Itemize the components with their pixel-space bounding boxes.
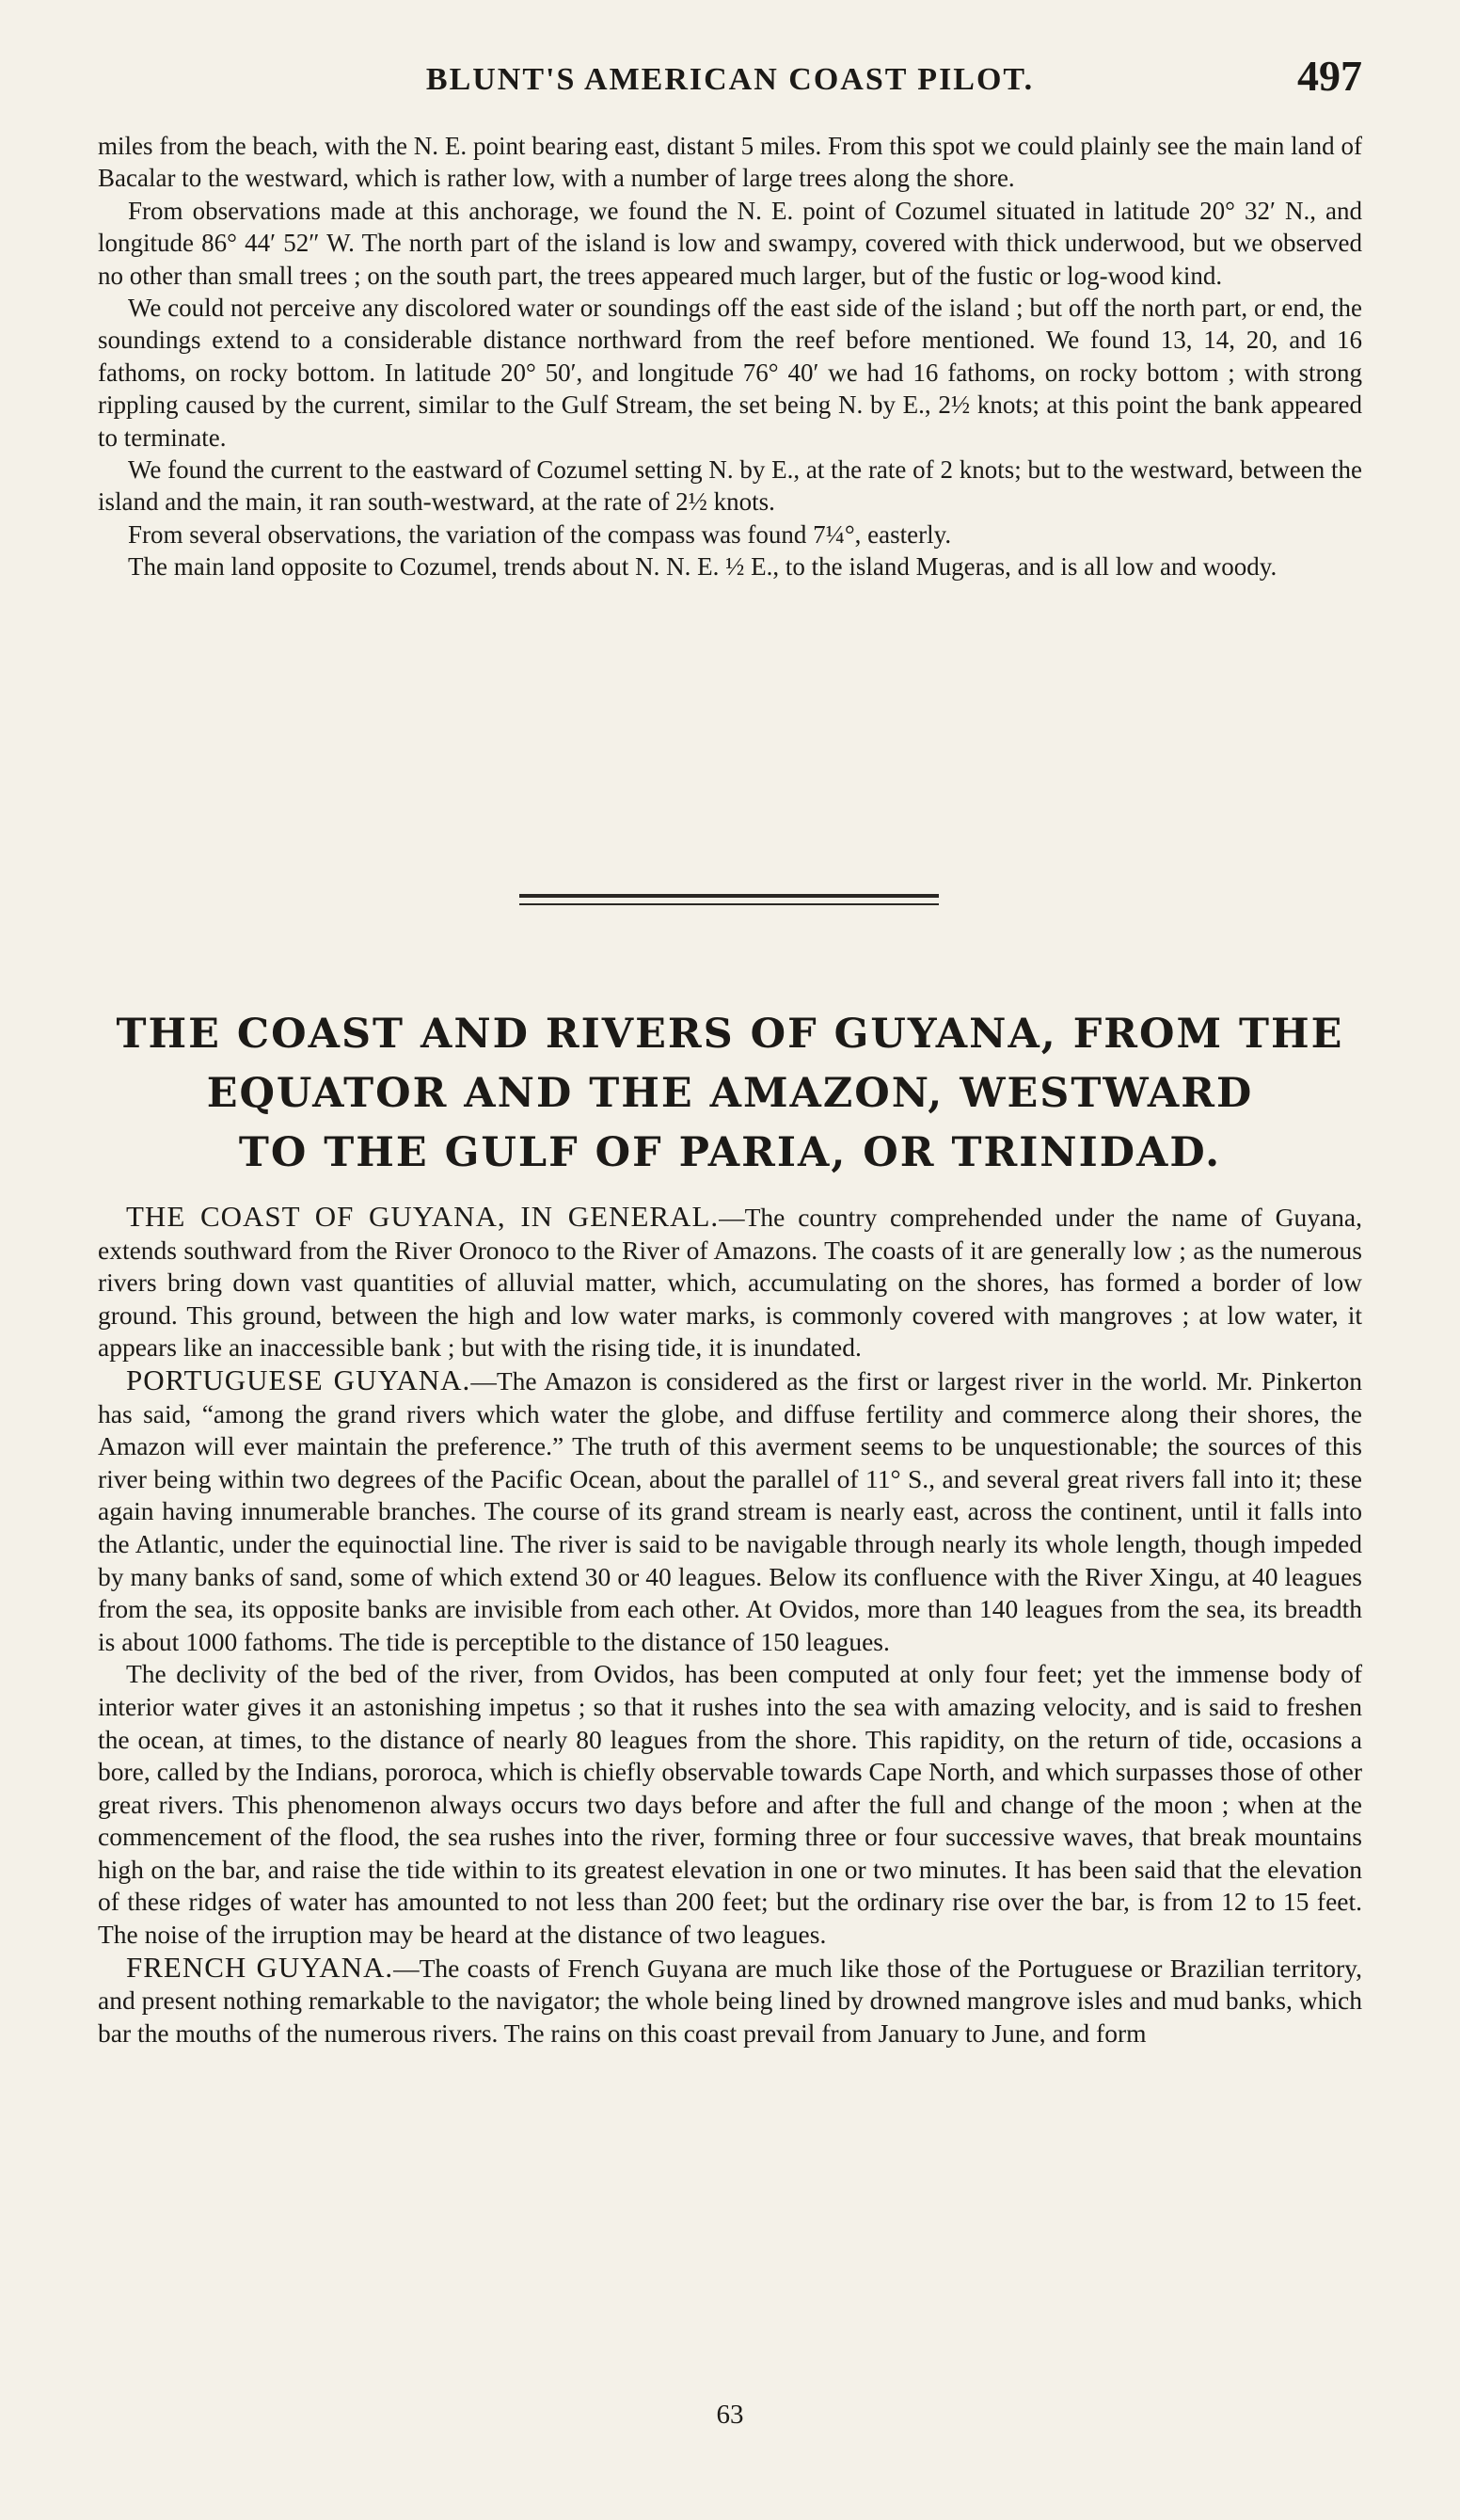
running-title: BLUNT'S AMERICAN COAST PILOT. [425,62,1035,97]
cozumel-text [98,130,1362,583]
guyana-text [98,1201,1362,2049]
section-title-line: TO THE GULF OF PARIA, OR TRINIDAD. [238,1129,1222,1176]
page-header [98,47,1362,104]
paragraph [98,1952,1362,2050]
paragraph: miles from the beach, with the N. E. point bearing east, distant 5 miles. From this spot we could plainly see the main land of Bacalar to the westward, which is rather low, with a number of large trees along the shore. [98,132,1362,193]
section-title-line: EQUATOR AND THE AMAZON, WESTWARD [206,1070,1254,1117]
paragraph [98,1364,1362,1658]
paragraph: The main land opposite to Cozumel, trends about N. N. E. ½ E., to the island Mugeras, and is all low and woody. [128,552,1278,582]
paragraph: From several observations, the variation of the compass was found 7¼°, easterly. [128,519,952,549]
page-number: 497 [1297,52,1362,100]
paragraph: We could not perceive any discolored water or soundings off the east side of the island ; but off the north part, or end, the soundings extend to a considerable distance northward from the reef before mentioned. We found 13, 14, 20, and 16 fathoms, on rocky bottom. In latitude 20° 50′, and longitude 76° 40′ we had 16 fathoms, on rocky bottom ; with strong rippling caused by the current, similar to the Gulf Stream, the set being N. by E., 2½ knots; at this point the bank appeared to terminate. [98,294,1362,452]
paragraph-lead: THE COAST OF GUYANA, IN GENERAL. [126,1200,720,1233]
paragraph-body: —The coasts of French Guyana are much like those of the Portuguese or Brazilian territory, and present nothing remarkable to the navigator; the whole being lined by drowned mangrove isles and mud banks, which bar the mouths of the numerous rivers. The rains on this coast prevail from January to June, and form [98,1953,1362,2048]
paragraph [98,1658,1362,1951]
section-divider [519,894,939,905]
paragraph-body: The declivity of the bed of the river, from Ovidos, has been computed at only four feet; yet the immense body of interior water gives it an astonishing impetus ; so that it rushes into the sea with amazing velocity, and is said to freshen the ocean, at times, to the distance of nearly 80 leagues from the shore. This rapidity, on the return of tide, occasions a bore, called by the Indians, pororoca, which is chiefly observable towards Cape North, and which surpasses those of other great rivers. This phenomenon always occurs two days before and after the full and change of the moon ; when at the commencement of the flood, the sea rushes into the river, forming three or four successive waves, that break mountains high on the bar, and raise the tide within to its greatest elevation in one or two minutes. It has been said that the elevation of these ridges of water has amounted to not less than 200 feet; but the ordinary rise over the bar, is from 12 to 15 feet. The noise of the irruption may be heard at the distance of two leagues. [98,1659,1362,1950]
paragraph [98,1201,1362,1364]
paragraph: From observations made at this anchorage, we found the N. E. point of Cozumel situated in latitude 20° 32′ N., and longitude 86° 44′ 52″ W. The north part of the island is low and swampy, covered with thick underwood, but we observed no other than small trees ; on the south part, the trees appeared much larger, but of the fustic or log-wood kind. [98,196,1362,290]
signature-mark: 63 [716,2400,744,2430]
section-title-line: THE COAST AND RIVERS OF GUYANA, FROM THE [116,1011,1344,1058]
section-title [98,1005,1362,1183]
paragraph: We found the current to the eastward of Cozumel setting N. by E., at the rate of 2 knots; but to the westward, between the island and the main, it ran south-westward, at the rate of 2½ knots. [98,455,1362,517]
paragraph-lead: FRENCH GUYANA. [126,1950,394,1984]
paragraph-body: —The country comprehended under the name of Guyana, extends southward from the River Oronoco to the River of Amazons. The coasts of it are generally low ; as the numerous rivers bring down vast quantities of alluvial matter, which, accumulating on the shores, has formed a border of low ground. This ground, between the high and low water marks, is commonly covered with mangroves ; at low water, it appears like an inaccessible bank ; but with the rising tide, it is inundated. [98,1203,1362,1363]
paragraph-lead: PORTUGUESE GUYANA. [126,1363,471,1396]
paragraph-body: —The Amazon is considered as the first or largest river in the world. Mr. Pinkerton has said, “among the grand rivers which water the globe, and diffuse fertility and commerce along their shores, the Amazon will ever maintain the preference.” The truth of this averment seems to be unquestionable; the sources of this river being within two degrees of the Pacific Ocean, about the parallel of 11° S., and several great rivers fall into it; these again having innumerable branches. The course of its grand stream is nearly east, across the continent, until it falls into the Atlantic, under the equinoctial line. The river is said to be navigable through nearly its whole length, though impeded by many banks of sand, some of which extend 30 or 40 leagues. Below its confluence with the River Xingu, at 40 leagues from the sea, its opposite banks are invisible from each other. At Ovidos, more than 140 leagues from the sea, its breadth is about 1000 fathoms. The tide is perceptible to the distance of 150 leagues. [98,1365,1362,1656]
